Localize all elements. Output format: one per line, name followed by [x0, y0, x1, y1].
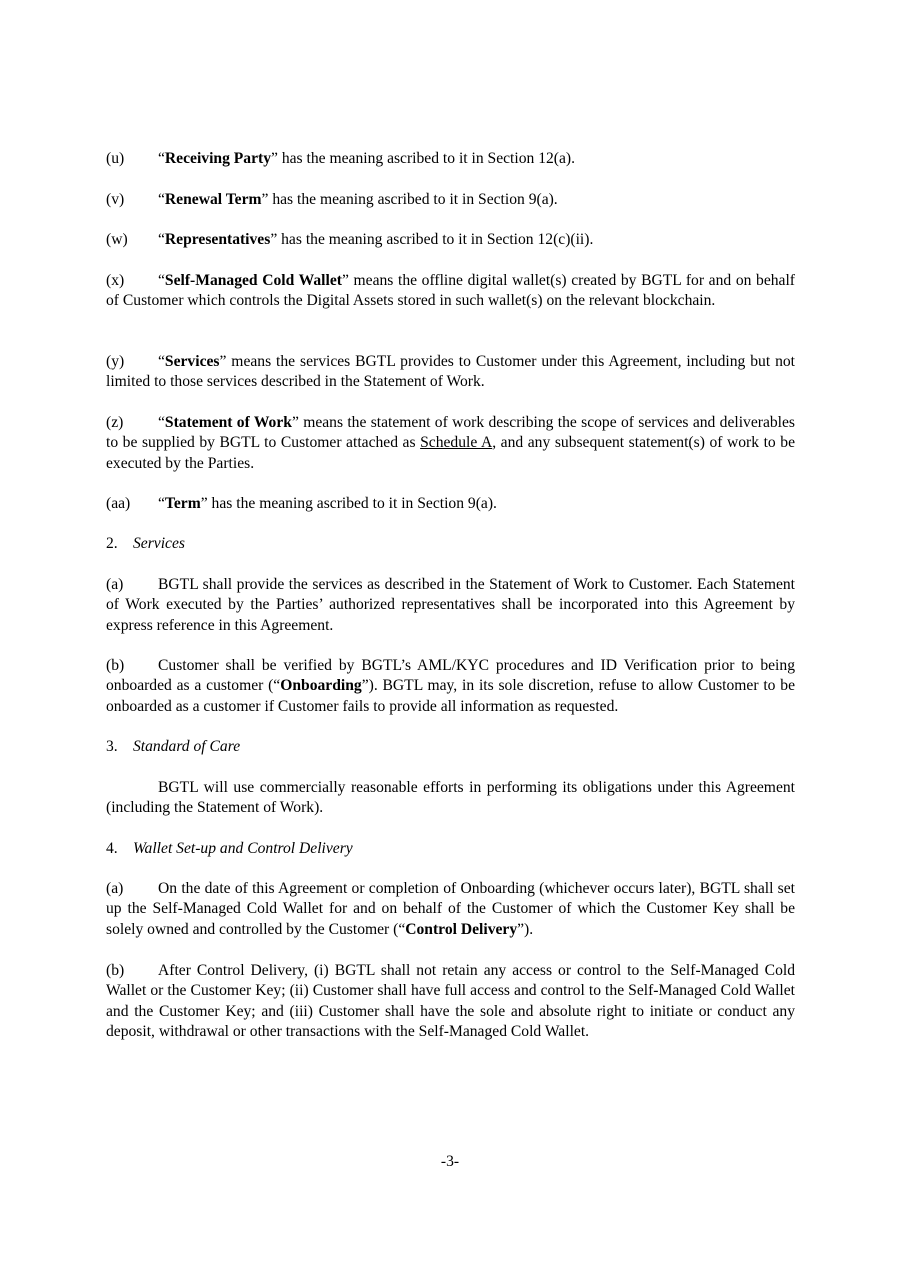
- clause-label: (a): [106, 576, 124, 593]
- clause-text: Customer shall be verified by BGTL’s AML/KYC procedures and ID Verification prior to being onboarded as a customer (“: [106, 657, 795, 695]
- definition-text: ” has the meaning ascribed to it in Section 9(a).: [261, 191, 558, 208]
- section-title: Wallet Set-up and Control Delivery: [133, 840, 353, 857]
- definition-renewal-term: (v) “Renewal Term” has the meaning ascribed to it in Section 9(a).: [106, 190, 795, 210]
- clause-2b: [106, 656, 795, 717]
- section-heading-services: [106, 534, 795, 554]
- clause-label: (x): [106, 272, 125, 289]
- clause-4b: [106, 961, 795, 1043]
- defined-term: Onboarding: [280, 677, 362, 695]
- definition-statement-of-work: (z) “Statement of Work” means the statement of work describing the scope of services and deliverables to be supplied by BGTL to Customer attached as Schedule A, and any subsequent statement(s) of work to be executed by the Parties.: [106, 414, 795, 472]
- definition-text: ” has the meaning ascribed to it in Section 9(a).: [200, 495, 497, 512]
- definition-text: ” has the meaning ascribed to it in Section 12(c)(ii).: [270, 231, 594, 248]
- page-number: -3-: [440, 1153, 460, 1170]
- defined-term: Renewal Term: [164, 191, 262, 208]
- section-heading-wallet-setup: [106, 839, 795, 859]
- section-heading-standard-of-care: [106, 737, 795, 757]
- clause-label: (aa): [106, 495, 131, 512]
- clause-text: BGTL will use commercially reasonable efforts in performing its obligations under this Agreement (including the Statement of Work).: [106, 779, 795, 817]
- section-number: 2.: [106, 535, 118, 552]
- clause-2a: [106, 575, 795, 636]
- defined-term: Services: [164, 353, 220, 370]
- clause-text: On the date of this Agreement or completion of Onboarding (whichever occurs later), BGTL shall set up the Self-Managed Cold Wallet for and on behalf of the Customer of which the Customer Key shall be solely owned and controlled by the Customer (“: [106, 880, 795, 938]
- clause-label: (v): [106, 191, 125, 208]
- clause-label: (y): [106, 353, 125, 370]
- section-number: 3.: [106, 738, 118, 755]
- defined-term: Self-Managed Cold Wallet: [164, 272, 342, 289]
- clause-label: (z): [106, 414, 124, 431]
- definition-self-managed-cold-wallet: (x) “Self-Managed Cold Wallet” means the offline digital wallet(s) created by BGTL for and on behalf of Customer which controls the Digital Assets stored in such wallet(s) on the relevant blockchain.: [106, 272, 796, 310]
- clause-text: ”). BGTL may, in its sole discretion, refuse to allow Customer to be onboarded as a customer if Customer fails to provide all information as requested.: [106, 677, 795, 715]
- clause-4a: [106, 879, 795, 940]
- definition-text: ” means the services BGTL provides to Customer under this Agreement, including but not limited to those services described in the Statement of Work.: [106, 353, 795, 391]
- clause-label: (a): [106, 880, 124, 897]
- defined-term: Receiving Party: [164, 150, 272, 167]
- clause-label: (u): [106, 150, 125, 167]
- section-title: Standard of Care: [133, 738, 241, 755]
- clause-label: (w): [106, 231, 128, 248]
- definition-text: ” means the statement of work describing the scope of services and deliverables to be supplied by BGTL to Customer attached as: [106, 414, 795, 452]
- clause-3-body: [106, 778, 795, 819]
- definition-text: ” means the offline digital wallet(s) created by BGTL for and on behalf of Customer which controls the Digital Assets stored in such wallet(s) on the relevant blockchain.: [106, 272, 796, 310]
- definition-receiving-party: (u) “Receiving Party” has the meaning ascribed to it in Section 12(a).: [106, 149, 795, 169]
- defined-term: Statement of Work: [164, 414, 292, 431]
- defined-term: Representatives: [164, 231, 271, 248]
- section-number: 4.: [106, 840, 118, 857]
- section-title: Services: [133, 535, 185, 552]
- clause-text: ”).: [517, 920, 534, 938]
- definition-text: , and any subsequent statement(s) of work to be executed by the Parties.: [106, 434, 795, 472]
- defined-term: Term: [164, 495, 201, 512]
- definition-term: (aa) “Term” has the meaning ascribed to it in Section 9(a).: [106, 494, 795, 514]
- schedule-a-reference: Schedule A: [420, 434, 493, 452]
- defined-term: Control Delivery: [405, 920, 518, 938]
- clause-text: BGTL shall provide the services as described in the Statement of Work to Customer. Each Statement of Work executed by the Parties’ authorized representatives shall be incorporated into this Agreement by express reference in this Agreement.: [106, 576, 795, 634]
- clause-label: (b): [106, 657, 125, 674]
- clause-label: (b): [106, 962, 125, 979]
- definition-text: ” has the meaning ascribed to it in Section 12(a).: [271, 150, 576, 167]
- definition-services: (y) “Services” means the services BGTL provides to Customer under this Agreement, including but not limited to those services described in the Statement of Work.: [106, 353, 795, 391]
- definition-representatives: (w) “Representatives” has the meaning ascribed to it in Section 12(c)(ii).: [106, 230, 795, 250]
- clause-text: After Control Delivery, (i) BGTL shall not retain any access or control to the Self-Managed Cold Wallet or the Customer Key; (ii) Customer shall have full access and control to the Self-Managed Cold Wallet and the Customer Key; and (iii) Customer shall have the sole and absolute right to initiate or conduct any deposit, withdrawal or other transactions with the Self-Managed Cold Wallet.: [106, 962, 795, 1041]
